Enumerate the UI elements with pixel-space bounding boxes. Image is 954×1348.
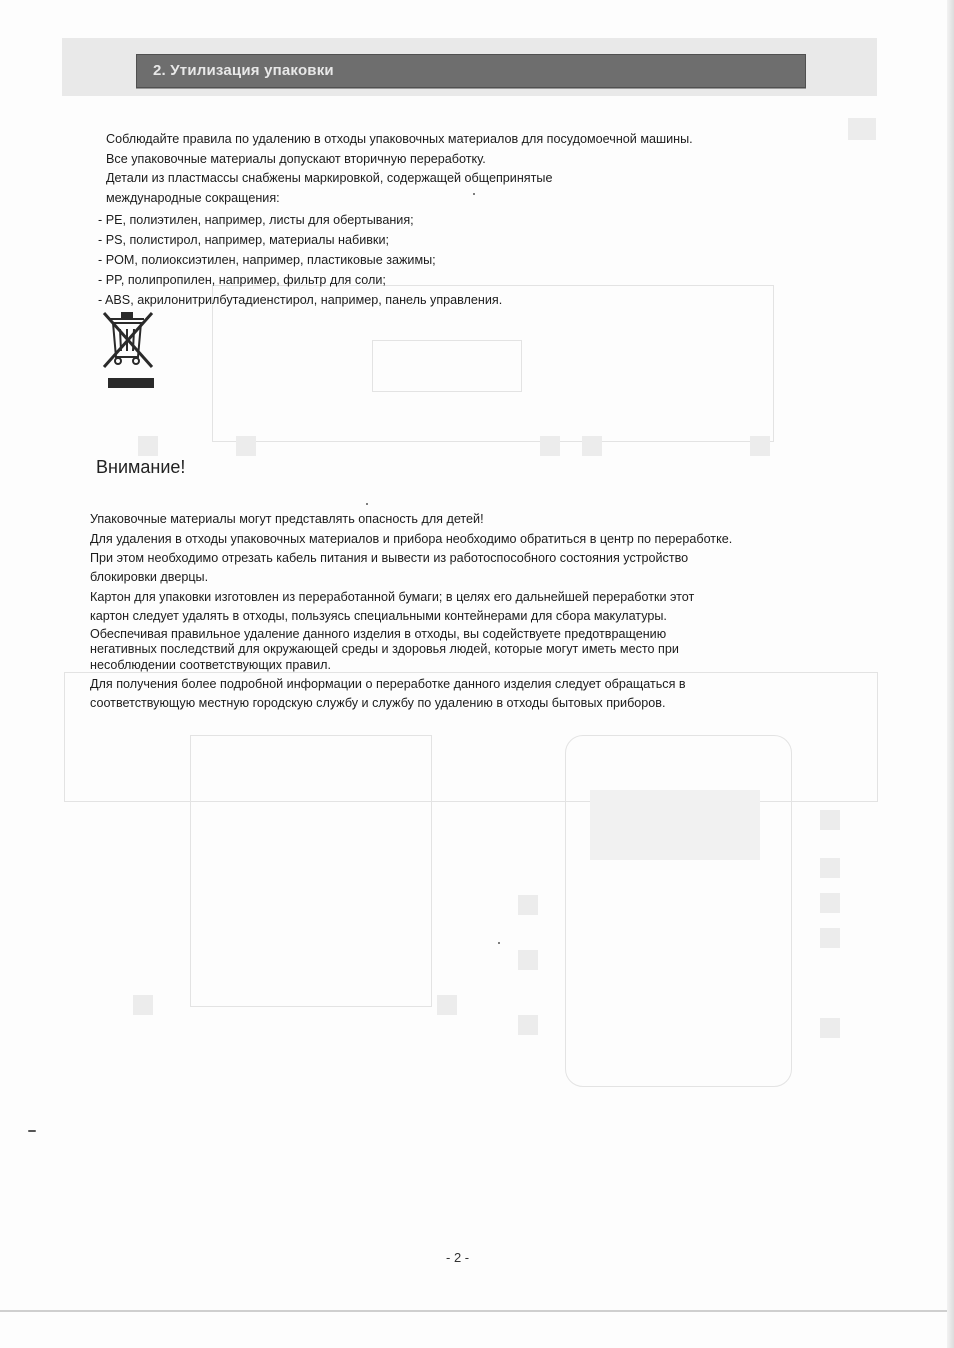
scan-speck (498, 942, 500, 944)
section-title: 2. Утилизация упаковки (153, 62, 334, 79)
ghost-mark (518, 895, 538, 915)
weee-crossed-bin-icon (98, 307, 160, 389)
ghost-mark (582, 436, 602, 456)
intro-line: Детали из пластмассы снабжены маркировкой, содержащей общепринятые (106, 171, 553, 185)
ghost-diagram-outline (565, 735, 792, 1087)
ghost-diagram-outline (190, 735, 432, 1007)
ghost-mark (138, 436, 158, 456)
scan-speck (28, 1130, 36, 1132)
warning-line: несоблюдении соответствующих правил. (90, 658, 331, 672)
ghost-mark (236, 436, 256, 456)
page-edge-shadow (947, 0, 954, 1348)
warning-line: картон следует удалять в отходы, пользуясь специальными контейнерами для сбора макулатуры. (90, 609, 667, 623)
warning-title: Внимание! (96, 457, 186, 477)
ghost-mark (820, 928, 840, 948)
ghost-mark (820, 858, 840, 878)
page-edge-line (0, 1310, 954, 1312)
scan-speck (473, 193, 475, 195)
intro-line: Все упаковочные материалы допускают вторичную переработку. (106, 152, 486, 166)
ghost-mark (820, 893, 840, 913)
ghost-mark (518, 1015, 538, 1035)
scan-speck (366, 503, 368, 505)
ghost-mark (437, 995, 457, 1015)
ghost-mark (133, 995, 153, 1015)
ghost-mark (820, 810, 840, 830)
ghost-mark (750, 436, 770, 456)
material-item-abs: - ABS, акрилонитрилбутадиенстирол, например, панель управления. (98, 293, 503, 307)
material-item-pom: - POM, полиоксиэтилен, например, пластиковые зажимы; (98, 253, 436, 267)
warning-line: Обеспечивая правильное удаление данного изделия в отходы, вы содействуете предотвращению (90, 627, 667, 641)
warning-line: При этом необходимо отрезать кабель питания и вывести из работоспособного состояния устройство (90, 551, 689, 565)
warning-line: негативных последствий для окружающей среды и здоровья людей, которые могут иметь место при (90, 642, 679, 656)
warning-line: Для получения более подробной информации о переработке данного изделия следует обращаться в (90, 677, 686, 691)
ghost-rack (590, 790, 760, 860)
material-item-pe: - PE, полиэтилен, например, листы для обертывания; (98, 213, 414, 227)
warning-line: Упаковочные материалы могут представлять опасность для детей! (90, 512, 484, 526)
section-header (136, 54, 806, 88)
warning-line: соответствующую местную городскую службу и службу по удалению в отходы бытовых приборов. (90, 696, 666, 710)
ghost-mark (820, 1018, 840, 1038)
material-item-pp: - PP, полипропилен, например, фильтр для соли; (98, 273, 386, 287)
ghost-display-outline (372, 340, 522, 392)
warning-line: блокировки дверцы. (90, 570, 209, 584)
ghost-mark (848, 118, 876, 140)
warning-line: Для удаления в отходы упаковочных материалов и прибора необходимо обратиться в центр по переработке. (90, 532, 733, 546)
intro-line: международные сокращения: (106, 191, 280, 205)
material-item-ps: - PS, полистирол, например, материалы набивки; (98, 233, 389, 247)
ghost-mark (518, 950, 538, 970)
ghost-mark (540, 436, 560, 456)
intro-line: Соблюдайте правила по удалению в отходы упаковочных материалов для посудомоечной машины. (106, 132, 693, 146)
page-number: - 2 - (446, 1250, 470, 1265)
warning-line: Картон для упаковки изготовлен из переработанной бумаги; в целях его дальнейшей переработки этот (90, 590, 695, 604)
